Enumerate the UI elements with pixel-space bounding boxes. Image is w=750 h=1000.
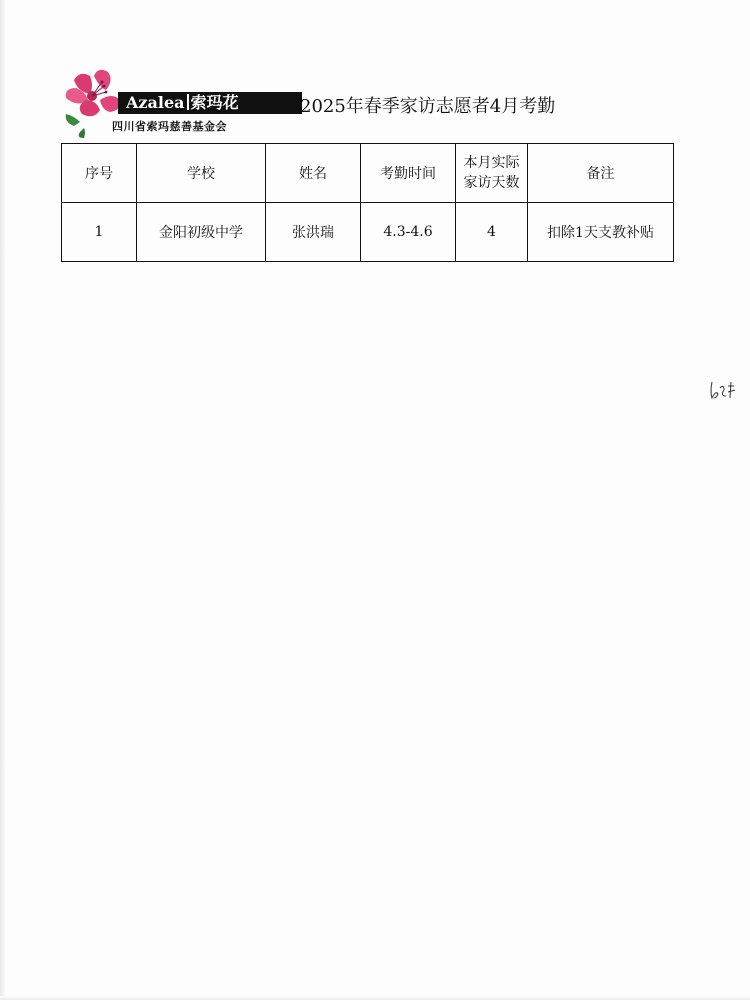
table-row <box>62 203 674 262</box>
header-days-line1: 本月实际 <box>463 155 520 171</box>
header-remarks: 备注 <box>528 144 674 203</box>
attendance-table <box>61 143 674 262</box>
cell-school: 金阳初级中学 <box>137 203 266 262</box>
scan-edge-shadow <box>0 0 6 1000</box>
header-index: 序号 <box>62 144 137 203</box>
logo-separator <box>187 94 189 110</box>
cell-remarks: 扣除1天支教补贴 <box>528 203 674 262</box>
cell-name: 张洪瑞 <box>266 203 361 262</box>
header-school: 学校 <box>137 144 266 203</box>
handwritten-mark <box>708 378 738 402</box>
logo-brand-cn: 索玛花 <box>190 93 239 112</box>
header-days <box>456 144 528 203</box>
logo-org-name: 四川省索玛慈善基金会 <box>112 120 227 133</box>
logo-brand-en: Azalea <box>126 93 185 112</box>
cell-index: 1 <box>62 203 137 262</box>
header-days-line2: 家访天数 <box>463 175 520 191</box>
scan-edge-shadow-bottom <box>0 996 750 1000</box>
document-title: 2025年春季家访志愿者4月考勤 <box>300 96 556 117</box>
cell-days: 4 <box>456 203 528 262</box>
header-period: 考勤时间 <box>361 144 456 203</box>
logo-banner <box>118 92 302 114</box>
header-name: 姓名 <box>266 144 361 203</box>
cell-period: 4.3-4.6 <box>361 203 456 262</box>
foundation-logo <box>60 66 250 138</box>
table-header-row <box>62 144 674 203</box>
